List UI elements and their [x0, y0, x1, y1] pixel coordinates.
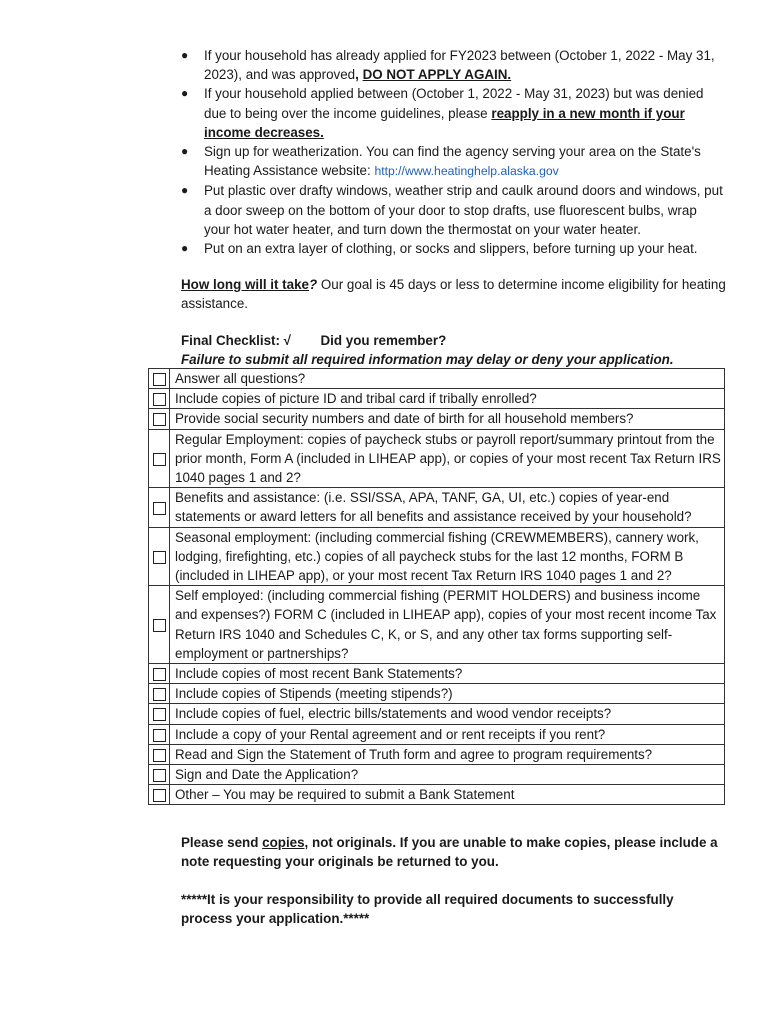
- checklist-row: [149, 785, 725, 805]
- checklist-item-text: Include a copy of your Rental agreement and or rent receipts if you rent?: [170, 724, 725, 744]
- checkbox[interactable]: [153, 453, 166, 466]
- checklist-item-text: Sign and Date the Application?: [170, 765, 725, 785]
- tip-text: If your household has already applied for FY2023 between (October 1, 2022 - May 31, 2023), and was approved: [204, 48, 715, 83]
- checkbox[interactable]: [153, 413, 166, 426]
- checklist-row: [149, 664, 725, 684]
- checklist-item-text: Regular Employment: copies of paycheck stubs or payroll report/summary printout from the prior month, Form A (included in LIHEAP app), or copies of your most recent Tax Return IRS 1040 pages 1 and 2?: [170, 429, 725, 488]
- checklist-item-text: Include copies of fuel, electric bills/statements and wood vendor receipts?: [170, 704, 725, 724]
- checkbox-cell: [149, 664, 170, 684]
- checklist-row: [149, 369, 725, 389]
- tip-text: If your household applied between (October 1, 2022 - May 31, 2023) but was denied due to being over the income guidelines, please: [204, 86, 704, 121]
- do-not-apply-again: DO NOT APPLY AGAIN.: [362, 67, 512, 83]
- how-long-text: Our goal is 45 days or less to determine income eligibility for heating assistance.: [181, 277, 726, 312]
- bullet-icon: ●: [181, 183, 189, 198]
- tips-list: [181, 46, 726, 258]
- checkbox[interactable]: [153, 688, 166, 701]
- checkbox-cell: [149, 369, 170, 389]
- checklist-row: [149, 527, 725, 586]
- checkbox[interactable]: [153, 668, 166, 681]
- checkbox-cell: [149, 684, 170, 704]
- tip-text: Sign up for weatherization. You can find the agency serving your area on the State's Heating Assistance website:: [204, 144, 701, 179]
- checklist-row: [149, 724, 725, 744]
- tip-item-drafts: [181, 181, 726, 239]
- checkbox[interactable]: [153, 708, 166, 721]
- bullet-icon: ●: [181, 86, 189, 101]
- bullet-icon: ●: [181, 144, 189, 159]
- checklist-item-text: Read and Sign the Statement of Truth form and agree to program requirements?: [170, 744, 725, 764]
- checklist-item-text: Include copies of Stipends (meeting stipends?): [170, 684, 725, 704]
- tip-text: Put on an extra layer of clothing, or socks and slippers, before turning up your heat.: [204, 241, 698, 257]
- checkbox-cell: [149, 785, 170, 805]
- checkbox[interactable]: [153, 373, 166, 386]
- checkbox[interactable]: [153, 551, 166, 564]
- tip-item-weatherization: [181, 142, 726, 181]
- checklist-table: [148, 368, 725, 805]
- checklist-row: [149, 684, 725, 704]
- tip-item-already-approved: [181, 46, 726, 84]
- send-note-text-rest: not originals. If you are unable to make copies, please include a note requesting your originals be returned to you.: [181, 835, 718, 870]
- checkbox-cell: [149, 429, 170, 488]
- checklist-row: [149, 429, 725, 488]
- checkbox-cell: [149, 704, 170, 724]
- checkbox[interactable]: [153, 749, 166, 762]
- checklist-item-text: Seasonal employment: (including commercial fishing (CREWMEMBERS), cannery work, lodging, firefighting, etc.) copies of all paycheck stubs for the last 12 months, FORM B (included in LIHEAP app), or your most recent Tax Return IRS 1040 pages 1 and 2?: [170, 527, 725, 586]
- checklist-heading: [181, 331, 726, 350]
- checkbox[interactable]: [153, 789, 166, 802]
- tip-emphasis: reapply in a new month if your income decreases.: [204, 105, 685, 140]
- checklist-row: [149, 765, 725, 785]
- checklist-row: [149, 744, 725, 764]
- checkbox[interactable]: [153, 619, 166, 632]
- checklist-item-text: Include copies of picture ID and tribal card if tribally enrolled?: [170, 389, 725, 409]
- checkbox-cell: [149, 586, 170, 664]
- checkbox-cell: [149, 389, 170, 409]
- bullet-icon: ●: [181, 48, 189, 62]
- checklist-item-text: Provide social security numbers and date of birth for all household members?: [170, 409, 725, 429]
- how-long-paragraph: [181, 275, 726, 313]
- tip-emphasis-lead: ,: [355, 67, 363, 83]
- checkbox-cell: [149, 724, 170, 744]
- checklist-row: [149, 389, 725, 409]
- checkbox[interactable]: [153, 502, 166, 515]
- checklist-item-text: Answer all questions?: [170, 369, 725, 389]
- tip-item-denied: [181, 84, 726, 142]
- checkbox-cell: [149, 409, 170, 429]
- checkbox-cell: [149, 527, 170, 586]
- checkbox[interactable]: [153, 393, 166, 406]
- tip-text: Put plastic over drafty windows, weather strip and caulk around doors and windows, put a door sweep on the bottom of your door to stop drafts, use fluorescent bulbs, wrap your hot water heater, and turn down the thermostat on your water heater.: [204, 183, 723, 237]
- checklist-item-text: Benefits and assistance: (i.e. SSI/SSA, APA, TANF, GA, UI, etc.) copies of year-end statements or award letters for all benefits and assistance received by your household?: [170, 488, 725, 527]
- checkbox-cell: [149, 744, 170, 764]
- heating-help-link[interactable]: http://www.heatinghelp.alaska.gov: [374, 164, 559, 179]
- send-note-text: Please send: [181, 835, 263, 850]
- checklist-row: [149, 586, 725, 664]
- how-long-question-mark: ?: [308, 277, 318, 292]
- send-copies-note: [181, 833, 726, 871]
- send-note-copies: copies,: [262, 835, 309, 850]
- checklist-row: [149, 409, 725, 429]
- checklist-item-text: Self employed: (including commercial fishing (PERMIT HOLDERS) and business income and expenses?) FORM C (included in LIHEAP app), copies of your most recent income Tax Return IRS 1040 and Schedules C, K, or S, and any other tax forms supporting self-employment or partnerships?: [170, 586, 725, 664]
- checklist-row: [149, 704, 725, 724]
- checkbox[interactable]: [153, 729, 166, 742]
- checklist-warning: Failure to submit all required information may delay or deny your application.: [181, 352, 674, 367]
- checklist-item-text: Include copies of most recent Bank Statements?: [170, 664, 725, 684]
- how-long-label: How long will it take: [181, 277, 309, 292]
- tip-emphasis: [355, 67, 511, 82]
- checklist-row: [149, 488, 725, 527]
- checklist-item-text: Other – You may be required to submit a Bank Statement: [170, 785, 725, 805]
- bullet-icon: ●: [181, 241, 189, 256]
- checklist-title: Final Checklist: √: [181, 333, 292, 348]
- checklist-remember: Did you remember?: [320, 333, 447, 348]
- tip-item-clothing: [181, 239, 726, 258]
- checkbox[interactable]: [153, 769, 166, 782]
- checkbox-cell: [149, 765, 170, 785]
- checkbox-cell: [149, 488, 170, 527]
- responsibility-note: *****It is your responsibility to provide all required documents to successfully process your application.*****: [181, 892, 674, 927]
